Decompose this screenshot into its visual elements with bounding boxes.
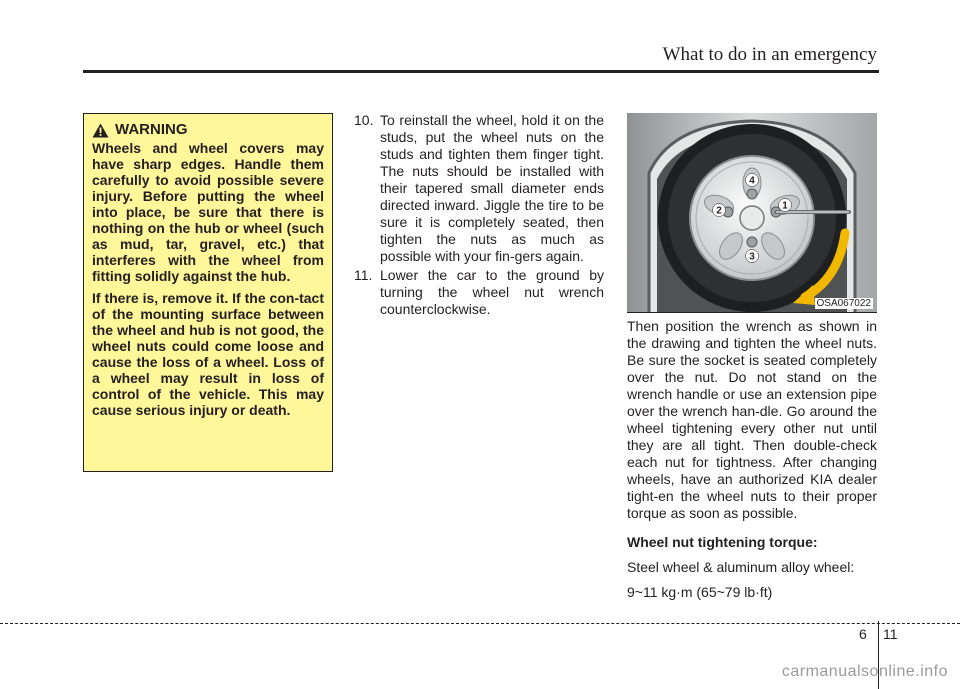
step-text: Lower the car to the ground by turning the wheel nut wrench counterclockwise. bbox=[380, 267, 604, 317]
warning-paragraph: Wheels and wheel covers may have sharp edges. Handle them carefully to avoid possible severe injury. Before putting the wheel into place, be sure that there is nothing on the hub or wheel (such as mud, tar, gravel, etc.) that interferes with the wheel from fitting solidly against the hub. bbox=[92, 140, 324, 284]
warning-triangle-icon bbox=[92, 123, 109, 138]
body-paragraph: Then position the wrench as shown in the drawing and tighten the wheel nuts. Be sure the socket is seated completely over the nut. Do not stand on the wrench handle or use an extension pipe over the wrench han-dle. Go around the wheel tightening every other nut until they are all tight. Then double-check each nut for tightness. After changing wheels, have an authorized KIA dealer tight-en the wheel nuts to their proper torque as soon as possible. bbox=[627, 318, 877, 521]
nut-label: 4 bbox=[749, 175, 755, 187]
list-item bbox=[354, 267, 604, 318]
wheel-figure bbox=[627, 113, 877, 313]
warning-title: WARNING bbox=[115, 121, 188, 138]
figure-code: OSA067022 bbox=[816, 298, 871, 309]
torque-heading: Wheel nut tightening torque: bbox=[627, 534, 818, 550]
step-number: 11. bbox=[354, 267, 373, 283]
watermark: carmanualsonline.info bbox=[781, 663, 948, 680]
wheel-illustration bbox=[627, 113, 877, 312]
step-text: To reinstall the wheel, hold it on the studs, put the wheel nuts on the studs and tighten them finger tight. The nuts should be installed with their tapered small diameter ends directed inward. Jiggle the tire to be sure it is completely seated, then tighten the nuts as much as possible with your fin-gers again. bbox=[380, 112, 604, 264]
page-number: 11 bbox=[883, 626, 898, 642]
torque-spec-value: 9~11 kg·m (65~79 lb·ft) bbox=[627, 584, 773, 600]
list-item bbox=[354, 112, 604, 265]
right-column bbox=[627, 318, 877, 609]
nut-label: 3 bbox=[749, 251, 755, 263]
chapter-number: 6 bbox=[859, 626, 867, 642]
steps-list bbox=[354, 112, 604, 320]
nut-label: 2 bbox=[716, 205, 722, 217]
warning-header bbox=[92, 122, 324, 138]
warning-paragraph: If there is, remove it. If the con-tact of the mounting surface between the wheel and hub is not good, the wheel nuts could come loose and cause the loss of a wheel. Loss of a wheel may result in loss of control of the vehicle. This may cause serious injury or death. bbox=[92, 290, 324, 418]
nut-label: 1 bbox=[782, 200, 788, 212]
header-rule bbox=[83, 70, 879, 73]
section-title: What to do in an emergency bbox=[662, 44, 877, 65]
warning-box bbox=[83, 113, 333, 472]
torque-spec-line: Steel wheel & aluminum alloy wheel: bbox=[627, 559, 855, 575]
footer-rule bbox=[0, 623, 960, 624]
step-number: 10. bbox=[354, 112, 374, 128]
